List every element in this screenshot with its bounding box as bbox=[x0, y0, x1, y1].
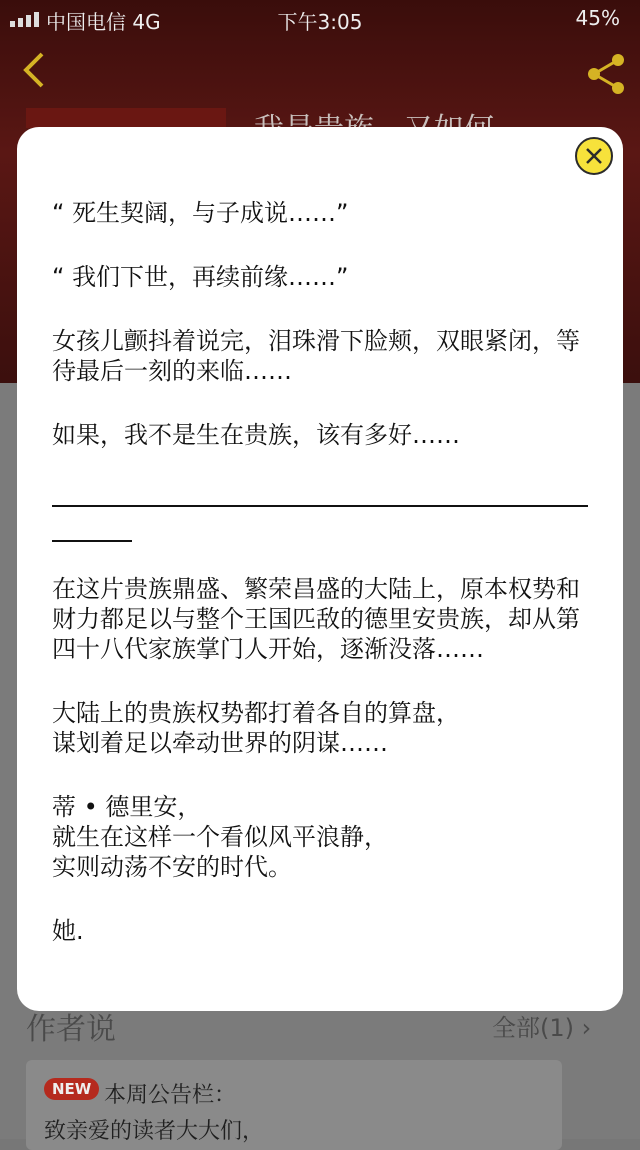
synopsis-line: 她. bbox=[52, 917, 84, 945]
battery-level: 45% bbox=[575, 6, 620, 30]
synopsis-line: 就生在这样一个看似风平浪静， bbox=[52, 823, 388, 851]
synopsis-line: 谋划着足以牵动世界的阴谋…… bbox=[52, 729, 388, 757]
divider-line bbox=[52, 540, 132, 542]
clock: 下午3:05 bbox=[277, 10, 363, 34]
synopsis-line: 如果，我不是生在贵族，该有多好…… bbox=[52, 421, 460, 449]
view-all-link[interactable]: 全部(1) › bbox=[492, 1014, 592, 1042]
divider-line bbox=[52, 505, 588, 507]
new-badge: NEW bbox=[44, 1078, 99, 1100]
synopsis-line: “ 我们下世，再续前缘……” bbox=[52, 263, 349, 291]
notice-preview: 致亲爱的读者大大们， bbox=[44, 1119, 265, 1144]
close-button[interactable] bbox=[575, 137, 613, 175]
author-says-heading: 作者说 bbox=[26, 1012, 116, 1047]
synopsis-line: 女孩儿颤抖着说完，泪珠滑下脸颊，双眼紧闭，等待最后一刻的来临…… bbox=[52, 327, 580, 385]
synopsis-line: 在这片贵族鼎盛、繁荣昌盛的大陆上，原本权势和财力都足以与整个王国匹敌的德里安贵族，却从第四十八代家族掌门人开始，逐渐没落…… bbox=[52, 575, 580, 663]
synopsis-line: “ 死生契阔，与子成说……” bbox=[52, 199, 349, 227]
synopsis-line: 蒂 • 德里安， bbox=[52, 793, 202, 821]
notice-title: 本周公告栏： bbox=[104, 1083, 237, 1108]
synopsis-line: 实则动荡不安的时代。 bbox=[52, 853, 292, 881]
carrier-label: 中国电信 4G bbox=[46, 10, 161, 34]
close-icon bbox=[584, 146, 604, 166]
synopsis-text bbox=[52, 198, 592, 946]
synopsis-line: 大陆上的贵族权势都打着各自的算盘， bbox=[52, 699, 460, 727]
view-all-label: 全部(1) bbox=[492, 1014, 574, 1042]
